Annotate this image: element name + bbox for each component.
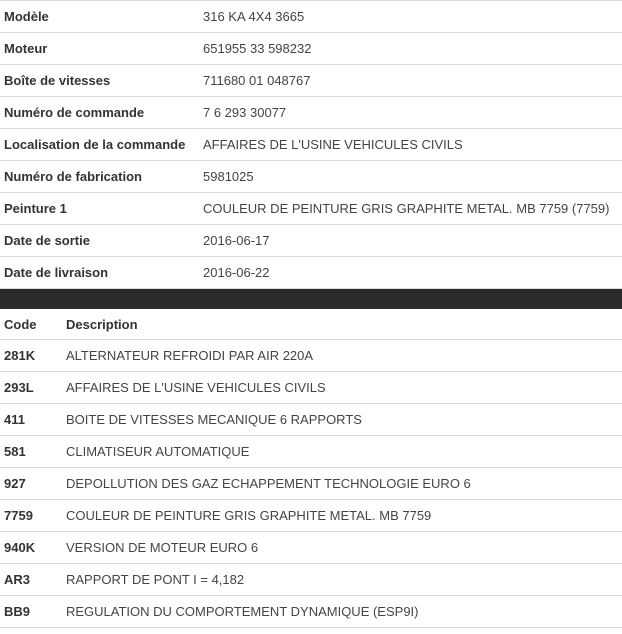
option-description: REGULATION DU COMPORTEMENT DYNAMIQUE (ESP9I) (62, 596, 622, 628)
info-value: 711680 01 048767 (199, 65, 622, 97)
option-code: 411 (0, 404, 62, 436)
table-row (0, 436, 622, 468)
info-label: Modèle (0, 1, 199, 33)
option-description: DEPOLLUTION DES GAZ ECHAPPEMENT TECHNOLOGIE EURO 6 (62, 468, 622, 500)
table-row (0, 596, 622, 628)
option-code: 281K (0, 340, 62, 372)
table-row (0, 340, 622, 372)
option-code: 7759 (0, 500, 62, 532)
column-header-description: Description (62, 309, 622, 340)
option-code: BB9 (0, 596, 62, 628)
info-row-delivery-date (0, 257, 622, 289)
option-description: COULEUR DE PEINTURE GRIS GRAPHITE METAL. MB 7759 (62, 500, 622, 532)
info-label: Peinture 1 (0, 193, 199, 225)
info-label: Localisation de la commande (0, 129, 199, 161)
option-description: ALTERNATEUR REFROIDI PAR AIR 220A (62, 340, 622, 372)
option-description: BOITE DE VITESSES MECANIQUE 6 RAPPORTS (62, 404, 622, 436)
column-header-code: Code (0, 309, 62, 340)
info-row-order-number (0, 97, 622, 129)
info-value: COULEUR DE PEINTURE GRIS GRAPHITE METAL. MB 7759 (7759) (199, 193, 622, 225)
info-row-engine (0, 33, 622, 65)
section-divider-bar (0, 289, 622, 309)
info-value: 651955 33 598232 (199, 33, 622, 65)
table-row (0, 468, 622, 500)
info-label: Boîte de vitesses (0, 65, 199, 97)
vehicle-info-table (0, 0, 622, 289)
option-code: AR3 (0, 564, 62, 596)
info-row-gearbox (0, 65, 622, 97)
table-header-row (0, 309, 622, 340)
info-row-paint (0, 193, 622, 225)
table-row (0, 404, 622, 436)
table-row (0, 532, 622, 564)
info-row-order-location (0, 129, 622, 161)
info-value: 2016-06-17 (199, 225, 622, 257)
option-codes-table (0, 309, 622, 628)
info-label: Numéro de commande (0, 97, 199, 129)
table-row (0, 564, 622, 596)
info-label: Date de sortie (0, 225, 199, 257)
info-label: Numéro de fabrication (0, 161, 199, 193)
info-value: 316 KA 4X4 3665 (199, 1, 622, 33)
info-row-model (0, 1, 622, 33)
info-row-production-number (0, 161, 622, 193)
option-code: 927 (0, 468, 62, 500)
option-description: RAPPORT DE PONT I = 4,182 (62, 564, 622, 596)
option-code: 581 (0, 436, 62, 468)
info-label: Moteur (0, 33, 199, 65)
option-code: 940K (0, 532, 62, 564)
info-row-release-date (0, 225, 622, 257)
table-row (0, 372, 622, 404)
table-row (0, 500, 622, 532)
info-value: 2016-06-22 (199, 257, 622, 289)
option-code: 293L (0, 372, 62, 404)
info-value: AFFAIRES DE L'USINE VEHICULES CIVILS (199, 129, 622, 161)
info-value: 5981025 (199, 161, 622, 193)
option-description: VERSION DE MOTEUR EURO 6 (62, 532, 622, 564)
info-value: 7 6 293 30077 (199, 97, 622, 129)
option-description: CLIMATISEUR AUTOMATIQUE (62, 436, 622, 468)
option-description: AFFAIRES DE L'USINE VEHICULES CIVILS (62, 372, 622, 404)
info-label: Date de livraison (0, 257, 199, 289)
